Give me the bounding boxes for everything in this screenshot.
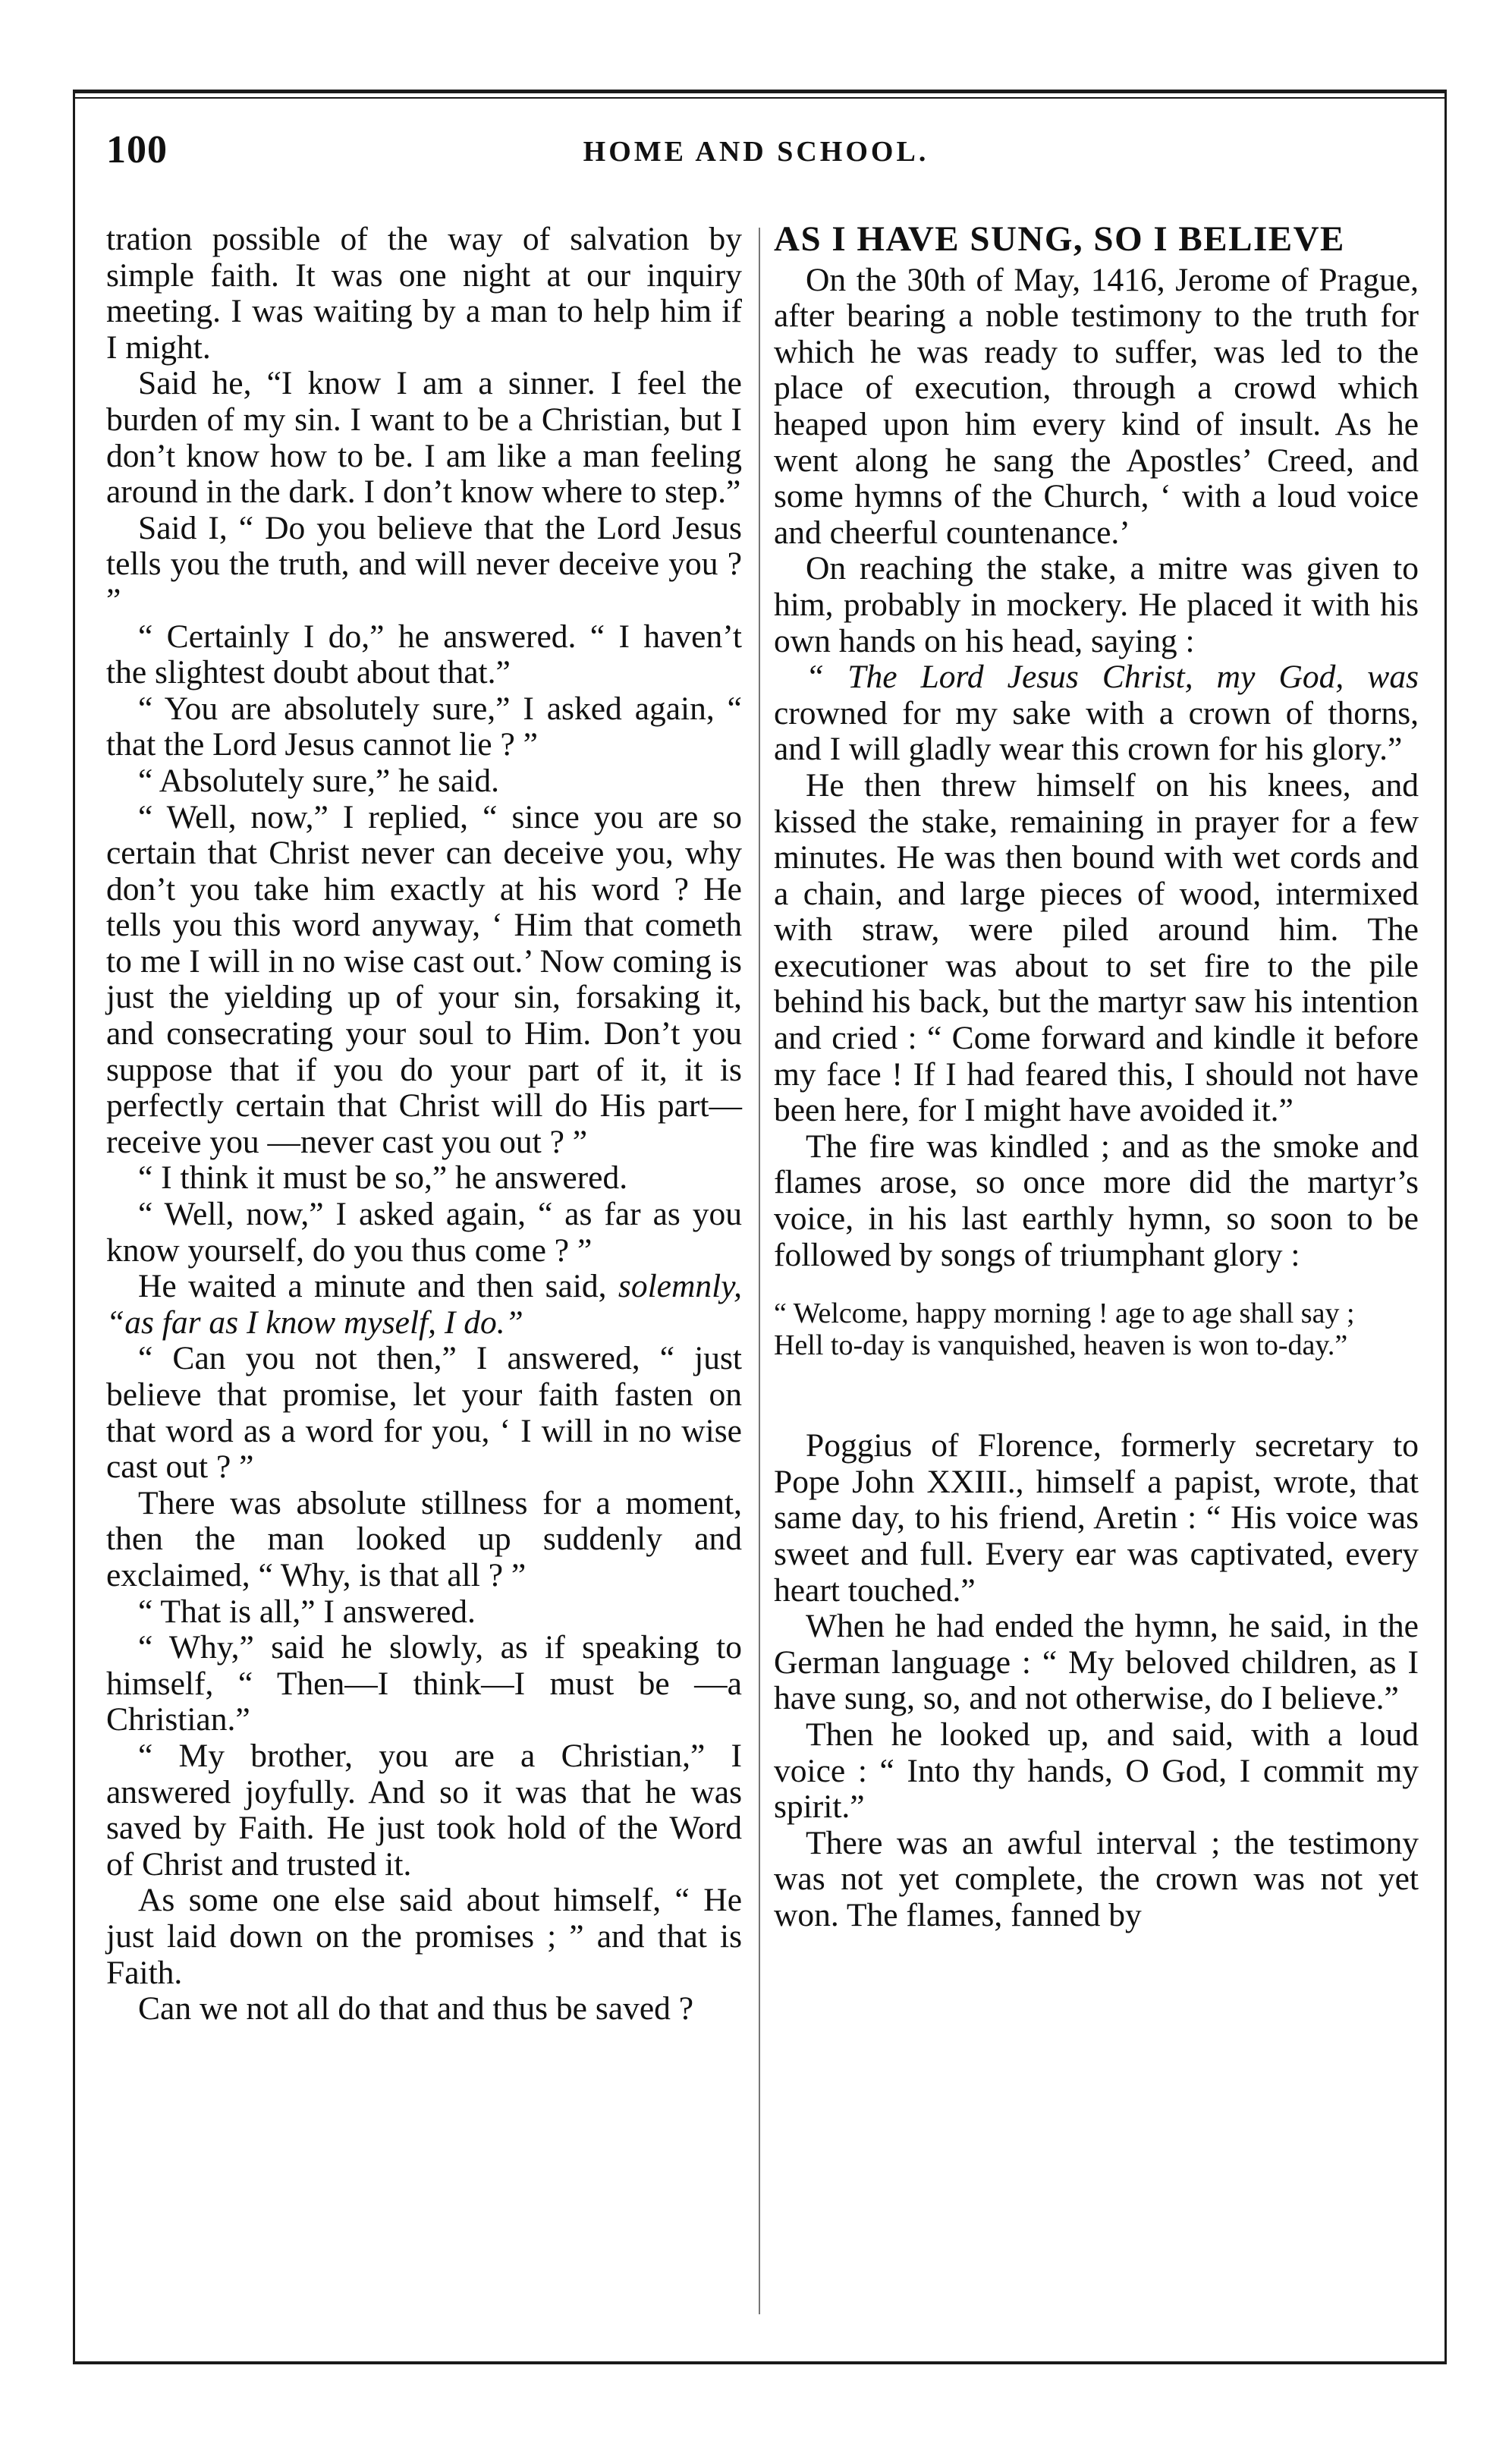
- bottom-border-rule: [73, 2361, 1446, 2364]
- paragraph: Said I, “ Do you believe that the Lord Jesus tells you the truth, and will never deceive you ? ”: [106, 509, 742, 618]
- paragraph: The fire was kindled ; and as the smoke and flames arose, so once more did the martyr’s voice, in his last earthly hymn, so soon to be followed by songs of triumphant glory :: [774, 1128, 1419, 1273]
- paragraph: “ Certainly I do,” he answered. “ I haven’t the slightest doubt about that.”: [106, 618, 742, 691]
- paragraph: “ Why,” said he slowly, as if speaking to himself, “ Then—I think—I must be —a Christian.”: [106, 1629, 742, 1738]
- paragraph: On the 30th of May, 1416, Jerome of Prague, after bearing a noble testimony to the truth for which he was ready to suffer, was led to the place of execution, through a crowd which heaped upon him every kind of insult. As he went along he sang the Apostles’ Creed, and some hymns of the Church, ‘ with a loud voice and cheerful countenance.’: [774, 261, 1419, 551]
- paragraph: As some one else said about himself, “ He just laid down on the promises ; ” and that is Faith.: [106, 1882, 742, 1991]
- paragraph: “ I think it must be so,” he answered.: [138, 1159, 628, 1197]
- italic-quote: “as far as I know myself, I do.”: [106, 1304, 523, 1341]
- italic-adverb: solemnly,: [618, 1268, 742, 1305]
- paragraph: Can we not all do that and thus be saved ?: [138, 1990, 694, 2027]
- paragraph: Said he, “I know I am a sinner. I feel the burden of my sin. I want to be a Christian, but I don’t know how to be. I am like a man feeling around in the dark. I don’t know where to step.”: [106, 365, 742, 511]
- paragraph: When he had ended the hymn, he said, in the German language : “ My beloved children, as I have sung, so, and not otherwise, do I believe.”: [774, 1608, 1419, 1717]
- paragraph: There was absolute stillness for a moment, then the man looked up suddenly and exclaimed, “ Why, is that all ? ”: [106, 1484, 742, 1593]
- paragraph: “ That is all,” I answered.: [138, 1593, 476, 1630]
- paragraph: “ My brother, you are a Christian,” I answered joyfully. And so it was that he was saved by Faith. He just took hold of the Word of Christ and trusted it.: [106, 1737, 742, 1883]
- column-divider: [759, 228, 760, 2314]
- right-column: [774, 219, 1419, 1934]
- running-title: HOME AND SCHOOL.: [583, 136, 929, 168]
- paragraph: He then threw himself on his knees, and kissed the stake, remaining in prayer for a few minutes. He was then bound with wet cords and a chain, and large pieces of wood, intermixed with straw, were piled around him. The executioner was about to set fire to the pile behind his back, but the martyr saw his intention and cried : “ Come forward and kindle it before my face ! If I had feared this, I should not have been here, for I might have avoided it.”: [774, 766, 1419, 1129]
- page-number: 100: [106, 128, 168, 171]
- paragraph: Then he looked up, and said, with a loud voice : “ Into thy hands, O God, I commit my spirit.”: [774, 1716, 1419, 1826]
- paragraph: [774, 659, 1419, 768]
- section-title: AS I HAVE SUNG, SO I BELIEVE: [774, 219, 1345, 259]
- paragraph: “ Well, now,” I asked again, “ as far as you know yourself, do you thus come ? ”: [106, 1196, 742, 1269]
- paragraph: tration possible of the way of salvation by simple faith. It was one night at our inquiry meeting. I was waiting by a man to help him if I might.: [106, 221, 742, 366]
- hymn-quotation: [774, 1298, 1419, 1361]
- hymn-line: Hell to-day is vanquished, heaven is won to-day.”: [774, 1329, 1348, 1362]
- paragraph: On reaching the stake, a mitre was given to him, probably in mockery. He placed it with his own hands on his head, saying :: [774, 550, 1419, 659]
- paragraph: “ Well, now,” I replied, “ since you are so certain that Christ never can deceive you, why don’t you take him exactly at his word ? He tells you this word anyway, ‘ Him that cometh to me I will in no wise cast out.’ Now coming is just the yielding up of your sin, forsaking it, and consecrating your soul to Him. Don’t you suppose that if you do your part of it, it is perfectly certain that Christ will do His part—receive you —never cast you out ? ”: [106, 798, 742, 1160]
- paragraph: “ Absolutely sure,” he said.: [138, 762, 499, 799]
- top-border-rule-thin: [73, 97, 1446, 99]
- right-border-rule: [1444, 90, 1447, 2364]
- paragraph-text: He waited a minute and then said,: [138, 1268, 607, 1305]
- paragraph: “ Can you not then,” I answered, “ just believe that promise, let your faith fasten on that word as a word for you, ‘ I will in no wise cast out ? ”: [106, 1340, 742, 1486]
- italic-quote: “ The Lord Jesus Christ, my God, was: [806, 659, 1419, 696]
- paragraph: There was an awful interval ; the testimony was not yet complete, the crown was not yet won. The flames, fanned by: [774, 1824, 1419, 1933]
- left-border-rule: [73, 90, 75, 2364]
- left-column: [106, 222, 742, 2027]
- paragraph-text: crowned for my sake with a crown of thorns, and I will gladly wear this crown for his glory.”: [774, 694, 1419, 768]
- paragraph: Poggius of Florence, formerly secretary to Pope John XXIII., himself a papist, wrote, that same day, to his friend, Aretin : “ His voice was sweet and full. Every ear was captivated, every heart touched.”: [774, 1427, 1419, 1609]
- top-border-rule: [73, 90, 1446, 93]
- paragraph: [106, 1269, 742, 1341]
- paragraph: “ You are absolutely sure,” I asked again, “ that the Lord Jesus cannot lie ? ”: [106, 690, 742, 763]
- hymn-line: “ Welcome, happy morning ! age to age shall say ;: [774, 1298, 1355, 1330]
